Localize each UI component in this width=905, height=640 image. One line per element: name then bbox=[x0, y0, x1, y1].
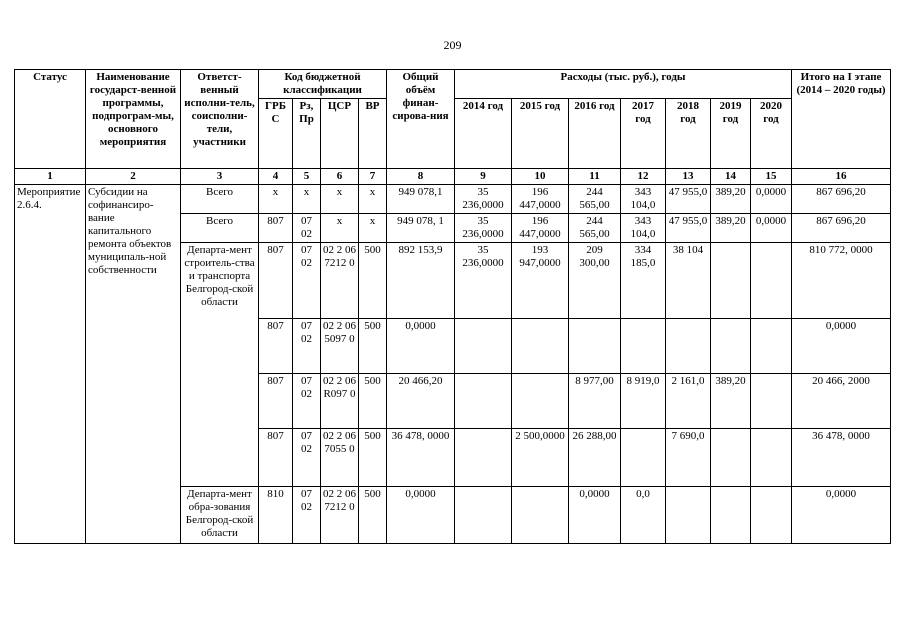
header-csr: ЦСР bbox=[321, 98, 359, 168]
column-number: 11 bbox=[569, 168, 621, 184]
value-cell: 35 236,0000 bbox=[455, 242, 512, 318]
value-cell: 07 02 bbox=[293, 486, 321, 543]
value-cell bbox=[666, 318, 711, 373]
value-cell: 35 236,0000 bbox=[455, 184, 512, 213]
header-year: 2018 год bbox=[666, 98, 711, 168]
header-grbs: ГРБ С bbox=[259, 98, 293, 168]
name-cell: Субсидии на софинансиро-вание капитального ремонта объектов муниципаль-ной собственности bbox=[86, 184, 181, 543]
header-stage-total: Итого на I этапе (2014 – 2020 годы) bbox=[792, 70, 891, 169]
value-cell: 7 690,0 bbox=[666, 428, 711, 486]
value-cell: 02 2 06 7055 0 bbox=[321, 428, 359, 486]
header-name: Наименование государст-венной программы, подпрограм-мы, основного мероприятия bbox=[86, 70, 181, 169]
value-cell: 26 288,00 bbox=[569, 428, 621, 486]
column-number: 14 bbox=[711, 168, 751, 184]
column-number: 1 bbox=[15, 168, 86, 184]
value-cell: 196 447,0000 bbox=[512, 213, 569, 242]
value-cell: 07 02 bbox=[293, 373, 321, 428]
value-cell: 343 104,0 bbox=[621, 184, 666, 213]
header-budget-code: Код бюджетной классификации bbox=[259, 70, 387, 99]
value-cell bbox=[455, 428, 512, 486]
value-cell: 810 bbox=[259, 486, 293, 543]
value-cell: 8 919,0 bbox=[621, 373, 666, 428]
value-cell: 07 02 bbox=[293, 242, 321, 318]
value-cell: х bbox=[293, 184, 321, 213]
value-cell: 949 078, 1 bbox=[387, 213, 455, 242]
value-cell bbox=[621, 318, 666, 373]
responsible-cell: Департа-мент строитель-ства и транспорта Белгород-ской области bbox=[181, 242, 259, 486]
value-cell bbox=[455, 486, 512, 543]
value-cell bbox=[711, 242, 751, 318]
table-row bbox=[15, 184, 891, 213]
value-cell: х bbox=[359, 213, 387, 242]
value-cell: 867 696,20 bbox=[792, 213, 891, 242]
value-cell: 867 696,20 bbox=[792, 184, 891, 213]
value-cell: 0,0000 bbox=[751, 213, 792, 242]
value-cell: 244 565,00 bbox=[569, 213, 621, 242]
value-cell: 193 947,0000 bbox=[512, 242, 569, 318]
value-cell: 196 447,0000 bbox=[512, 184, 569, 213]
value-cell: 807 bbox=[259, 242, 293, 318]
value-cell bbox=[512, 373, 569, 428]
column-number: 9 bbox=[455, 168, 512, 184]
column-number: 16 bbox=[792, 168, 891, 184]
value-cell bbox=[751, 373, 792, 428]
value-cell: 07 02 bbox=[293, 428, 321, 486]
header-year: 2017 год bbox=[621, 98, 666, 168]
value-cell: 02 2 06 R097 0 bbox=[321, 373, 359, 428]
column-number: 8 bbox=[387, 168, 455, 184]
value-cell: 07 02 bbox=[293, 213, 321, 242]
column-number: 2 bbox=[86, 168, 181, 184]
value-cell: 892 153,9 bbox=[387, 242, 455, 318]
value-cell: 02 2 06 5097 0 bbox=[321, 318, 359, 373]
value-cell: 0,0000 bbox=[792, 486, 891, 543]
header-status: Статус bbox=[15, 70, 86, 169]
value-cell bbox=[711, 318, 751, 373]
value-cell bbox=[751, 242, 792, 318]
value-cell: 343 104,0 bbox=[621, 213, 666, 242]
value-cell: 0,0 bbox=[621, 486, 666, 543]
value-cell: х bbox=[359, 184, 387, 213]
value-cell: 47 955,0 bbox=[666, 184, 711, 213]
value-cell: х bbox=[259, 184, 293, 213]
value-cell: 02 2 06 7212 0 bbox=[321, 486, 359, 543]
responsible-cell: Всего bbox=[181, 184, 259, 213]
value-cell: 20 466,20 bbox=[387, 373, 455, 428]
page-number: 209 bbox=[443, 38, 462, 52]
value-cell: 807 bbox=[259, 213, 293, 242]
header-year: 2016 год bbox=[569, 98, 621, 168]
value-cell: 389,20 bbox=[711, 213, 751, 242]
value-cell: 807 bbox=[259, 318, 293, 373]
value-cell: 07 02 bbox=[293, 318, 321, 373]
value-cell: 0,0000 bbox=[569, 486, 621, 543]
value-cell: 810 772, 0000 bbox=[792, 242, 891, 318]
value-cell bbox=[711, 486, 751, 543]
value-cell bbox=[512, 486, 569, 543]
value-cell: 0,0000 bbox=[387, 318, 455, 373]
value-cell: 36 478, 0000 bbox=[792, 428, 891, 486]
value-cell: 2 161,0 bbox=[666, 373, 711, 428]
value-cell: 500 bbox=[359, 428, 387, 486]
column-number: 10 bbox=[512, 168, 569, 184]
value-cell bbox=[711, 428, 751, 486]
value-cell: 0,0000 bbox=[387, 486, 455, 543]
value-cell: 807 bbox=[259, 428, 293, 486]
header-vr: ВР bbox=[359, 98, 387, 168]
value-cell: 02 2 06 7212 0 bbox=[321, 242, 359, 318]
value-cell bbox=[455, 318, 512, 373]
header-total: Общий объём финан-сирова-ния bbox=[387, 70, 455, 169]
column-number: 12 bbox=[621, 168, 666, 184]
header-year: 2014 год bbox=[455, 98, 512, 168]
column-number: 5 bbox=[293, 168, 321, 184]
value-cell: 35 236,0000 bbox=[455, 213, 512, 242]
column-number: 15 bbox=[751, 168, 792, 184]
value-cell: 389,20 bbox=[711, 184, 751, 213]
value-cell: 334 185,0 bbox=[621, 242, 666, 318]
column-number: 6 bbox=[321, 168, 359, 184]
value-cell bbox=[455, 373, 512, 428]
column-number: 4 bbox=[259, 168, 293, 184]
value-cell: х bbox=[321, 184, 359, 213]
value-cell: 500 bbox=[359, 373, 387, 428]
header-rzpr: Рз, Пр bbox=[293, 98, 321, 168]
column-number: 13 bbox=[666, 168, 711, 184]
column-number: 7 bbox=[359, 168, 387, 184]
value-cell: 2 500,0000 bbox=[512, 428, 569, 486]
value-cell bbox=[621, 428, 666, 486]
value-cell: 244 565,00 bbox=[569, 184, 621, 213]
header-year: 2019 год bbox=[711, 98, 751, 168]
column-number-row bbox=[15, 168, 891, 184]
value-cell: 500 bbox=[359, 242, 387, 318]
value-cell: 500 bbox=[359, 486, 387, 543]
value-cell: 209 300,00 bbox=[569, 242, 621, 318]
responsible-cell: Департа-мент обра-зования Белгород-ской области bbox=[181, 486, 259, 543]
value-cell: х bbox=[321, 213, 359, 242]
budget-table bbox=[14, 69, 891, 544]
value-cell: 949 078,1 bbox=[387, 184, 455, 213]
value-cell: 36 478, 0000 bbox=[387, 428, 455, 486]
value-cell: 500 bbox=[359, 318, 387, 373]
value-cell: 20 466, 2000 bbox=[792, 373, 891, 428]
value-cell bbox=[666, 486, 711, 543]
value-cell: 47 955,0 bbox=[666, 213, 711, 242]
value-cell bbox=[751, 428, 792, 486]
value-cell bbox=[751, 486, 792, 543]
responsible-cell: Всего bbox=[181, 213, 259, 242]
value-cell: 389,20 bbox=[711, 373, 751, 428]
value-cell bbox=[751, 318, 792, 373]
status-cell: Мероприятие 2.6.4. bbox=[15, 184, 86, 543]
column-number: 3 bbox=[181, 168, 259, 184]
value-cell bbox=[569, 318, 621, 373]
header-responsible: Ответст-венный исполни-тель, соисполни-тели, участники bbox=[181, 70, 259, 169]
value-cell: 8 977,00 bbox=[569, 373, 621, 428]
value-cell: 38 104 bbox=[666, 242, 711, 318]
value-cell bbox=[512, 318, 569, 373]
value-cell: 807 bbox=[259, 373, 293, 428]
value-cell: 0,0000 bbox=[751, 184, 792, 213]
value-cell: 0,0000 bbox=[792, 318, 891, 373]
header-year: 2020 год bbox=[751, 98, 792, 168]
header-expenses: Расходы (тыс. руб.), годы bbox=[455, 70, 792, 99]
header-year: 2015 год bbox=[512, 98, 569, 168]
